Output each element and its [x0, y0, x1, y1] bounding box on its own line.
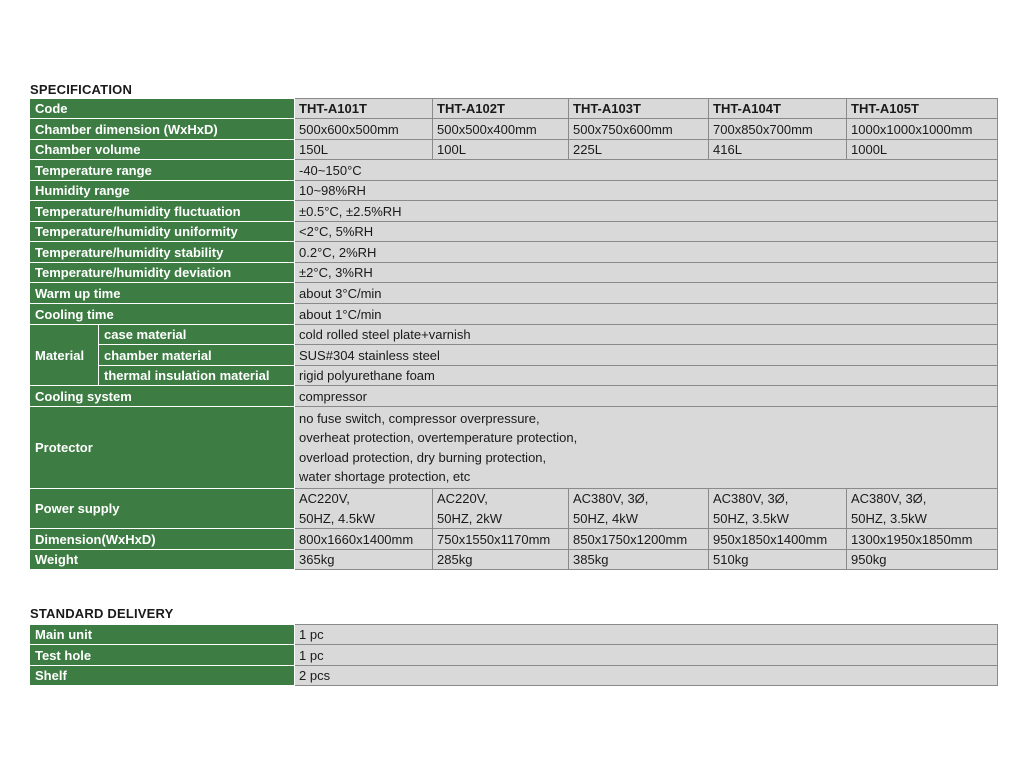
standard-delivery-table: [29, 624, 998, 686]
stability-label: Temperature/humidity stability: [30, 242, 295, 263]
weight-label: Weight: [30, 550, 295, 570]
power-line: 50HZ, 3.5kW: [713, 510, 789, 526]
model-header: THT-A104T: [709, 99, 847, 119]
dimension-value: 850x1750x1200mm: [569, 529, 709, 550]
code-row: [30, 99, 998, 119]
power-line: 50HZ, 4kW: [573, 510, 639, 526]
cooling-system-label: Cooling system: [30, 386, 295, 407]
fluctuation-label: Temperature/humidity fluctuation: [30, 201, 295, 222]
material-value: SUS#304 stainless steel: [295, 345, 998, 366]
protector-line: overheat protection, overtemperature protection,: [299, 430, 578, 445]
delivery-row: [30, 645, 998, 666]
weight-value: 285kg: [433, 550, 569, 570]
chamber-volume-value: 1000L: [847, 140, 998, 160]
chamber-dimension-label: Chamber dimension (WxHxD): [30, 119, 295, 140]
material-label: Material: [30, 325, 99, 386]
delivery-item-value: 1 pc: [295, 625, 998, 645]
power-supply-label: Power supply: [30, 489, 295, 529]
cooling-system-row: [30, 386, 998, 407]
protector-value: [295, 407, 998, 489]
protector-line: water shortage protection, etc: [299, 469, 471, 484]
power-supply-value: [847, 489, 998, 529]
dimension-value: 1300x1950x1850mm: [847, 529, 998, 550]
dimension-value: 950x1850x1400mm: [709, 529, 847, 550]
fluctuation-value: ±0.5°C, ±2.5%RH: [295, 201, 998, 222]
model-header: THT-A103T: [569, 99, 709, 119]
delivery-item-label: Main unit: [30, 625, 295, 645]
specification-table: [29, 98, 998, 570]
cooling-time-value: about 1°C/min: [295, 304, 998, 325]
chamber-dimension-value: 500x750x600mm: [569, 119, 709, 140]
delivery-row: [30, 666, 998, 686]
dimension-value: 800x1660x1400mm: [295, 529, 433, 550]
humidity-range-value: 10~98%RH: [295, 181, 998, 201]
weight-row: [30, 550, 998, 570]
delivery-item-value: 1 pc: [295, 645, 998, 666]
power-supply-value: [709, 489, 847, 529]
cooling-time-row: [30, 304, 998, 325]
dimension-row: [30, 529, 998, 550]
protector-label: Protector: [30, 407, 295, 489]
power-line: AC380V, 3Ø,: [851, 491, 927, 506]
dimension-label: Dimension(WxHxD): [30, 529, 295, 550]
power-line: AC380V, 3Ø,: [573, 491, 649, 506]
power-line: AC220V,: [437, 491, 488, 506]
weight-value: 365kg: [295, 550, 433, 570]
temperature-range-label: Temperature range: [30, 160, 295, 181]
stability-row: [30, 242, 998, 263]
protector-line: no fuse switch, compressor overpressure,: [299, 410, 540, 426]
power-line: AC220V,: [299, 491, 350, 506]
model-header: THT-A101T: [295, 99, 433, 119]
weight-value: 385kg: [569, 550, 709, 570]
material-row: [30, 366, 998, 386]
model-header: THT-A105T: [847, 99, 998, 119]
weight-value: 510kg: [709, 550, 847, 570]
protector-line: overload protection, dry burning protection,: [299, 449, 547, 465]
standard-delivery-title: STANDARD DELIVERY: [30, 606, 174, 621]
chamber-volume-value: 150L: [295, 140, 433, 160]
warm-up-time-label: Warm up time: [30, 283, 295, 304]
material-sub-label: chamber material: [99, 345, 295, 366]
temperature-range-value: -40~150°C: [295, 160, 998, 181]
power-supply-value: [569, 489, 709, 529]
power-supply-value: [295, 489, 433, 529]
code-label: Code: [30, 99, 295, 119]
material-row: [30, 325, 998, 345]
delivery-item-value: 2 pcs: [295, 666, 998, 686]
material-sub-label: thermal insulation material: [99, 366, 295, 386]
chamber-dimension-row: [30, 119, 998, 140]
power-line: AC380V, 3Ø,: [713, 491, 789, 506]
protector-row: [30, 407, 998, 489]
material-value: cold rolled steel plate+varnish: [295, 325, 998, 345]
warm-up-time-row: [30, 283, 998, 304]
model-header: THT-A102T: [433, 99, 569, 119]
humidity-range-label: Humidity range: [30, 181, 295, 201]
power-supply-row: [30, 489, 998, 529]
material-sub-label: case material: [99, 325, 295, 345]
power-line: 50HZ, 4.5kW: [299, 510, 375, 526]
specification-title: SPECIFICATION: [30, 82, 133, 97]
uniformity-label: Temperature/humidity uniformity: [30, 222, 295, 242]
chamber-dimension-value: 500x500x400mm: [433, 119, 569, 140]
chamber-dimension-value: 1000x1000x1000mm: [847, 119, 998, 140]
deviation-row: [30, 263, 998, 283]
cooling-system-value: compressor: [295, 386, 998, 407]
chamber-volume-value: 416L: [709, 140, 847, 160]
cooling-time-label: Cooling time: [30, 304, 295, 325]
chamber-volume-row: [30, 140, 998, 160]
power-line: 50HZ, 2kW: [437, 510, 503, 526]
humidity-range-row: [30, 181, 998, 201]
warm-up-time-value: about 3°C/min: [295, 283, 998, 304]
dimension-value: 750x1550x1170mm: [433, 529, 569, 550]
delivery-item-label: Test hole: [30, 645, 295, 666]
delivery-row: [30, 625, 998, 645]
weight-value: 950kg: [847, 550, 998, 570]
deviation-label: Temperature/humidity deviation: [30, 263, 295, 283]
temperature-range-row: [30, 160, 998, 181]
chamber-dimension-value: 700x850x700mm: [709, 119, 847, 140]
chamber-dimension-value: 500x600x500mm: [295, 119, 433, 140]
chamber-volume-value: 225L: [569, 140, 709, 160]
power-supply-value: [433, 489, 569, 529]
uniformity-row: [30, 222, 998, 242]
delivery-item-label: Shelf: [30, 666, 295, 686]
chamber-volume-value: 100L: [433, 140, 569, 160]
deviation-value: ±2°C, 3%RH: [295, 263, 998, 283]
uniformity-value: <2°C, 5%RH: [295, 222, 998, 242]
power-line: 50HZ, 3.5kW: [851, 510, 927, 526]
material-value: rigid polyurethane foam: [295, 366, 998, 386]
chamber-volume-label: Chamber volume: [30, 140, 295, 160]
material-row: [30, 345, 998, 366]
stability-value: 0.2°C, 2%RH: [295, 242, 998, 263]
fluctuation-row: [30, 201, 998, 222]
